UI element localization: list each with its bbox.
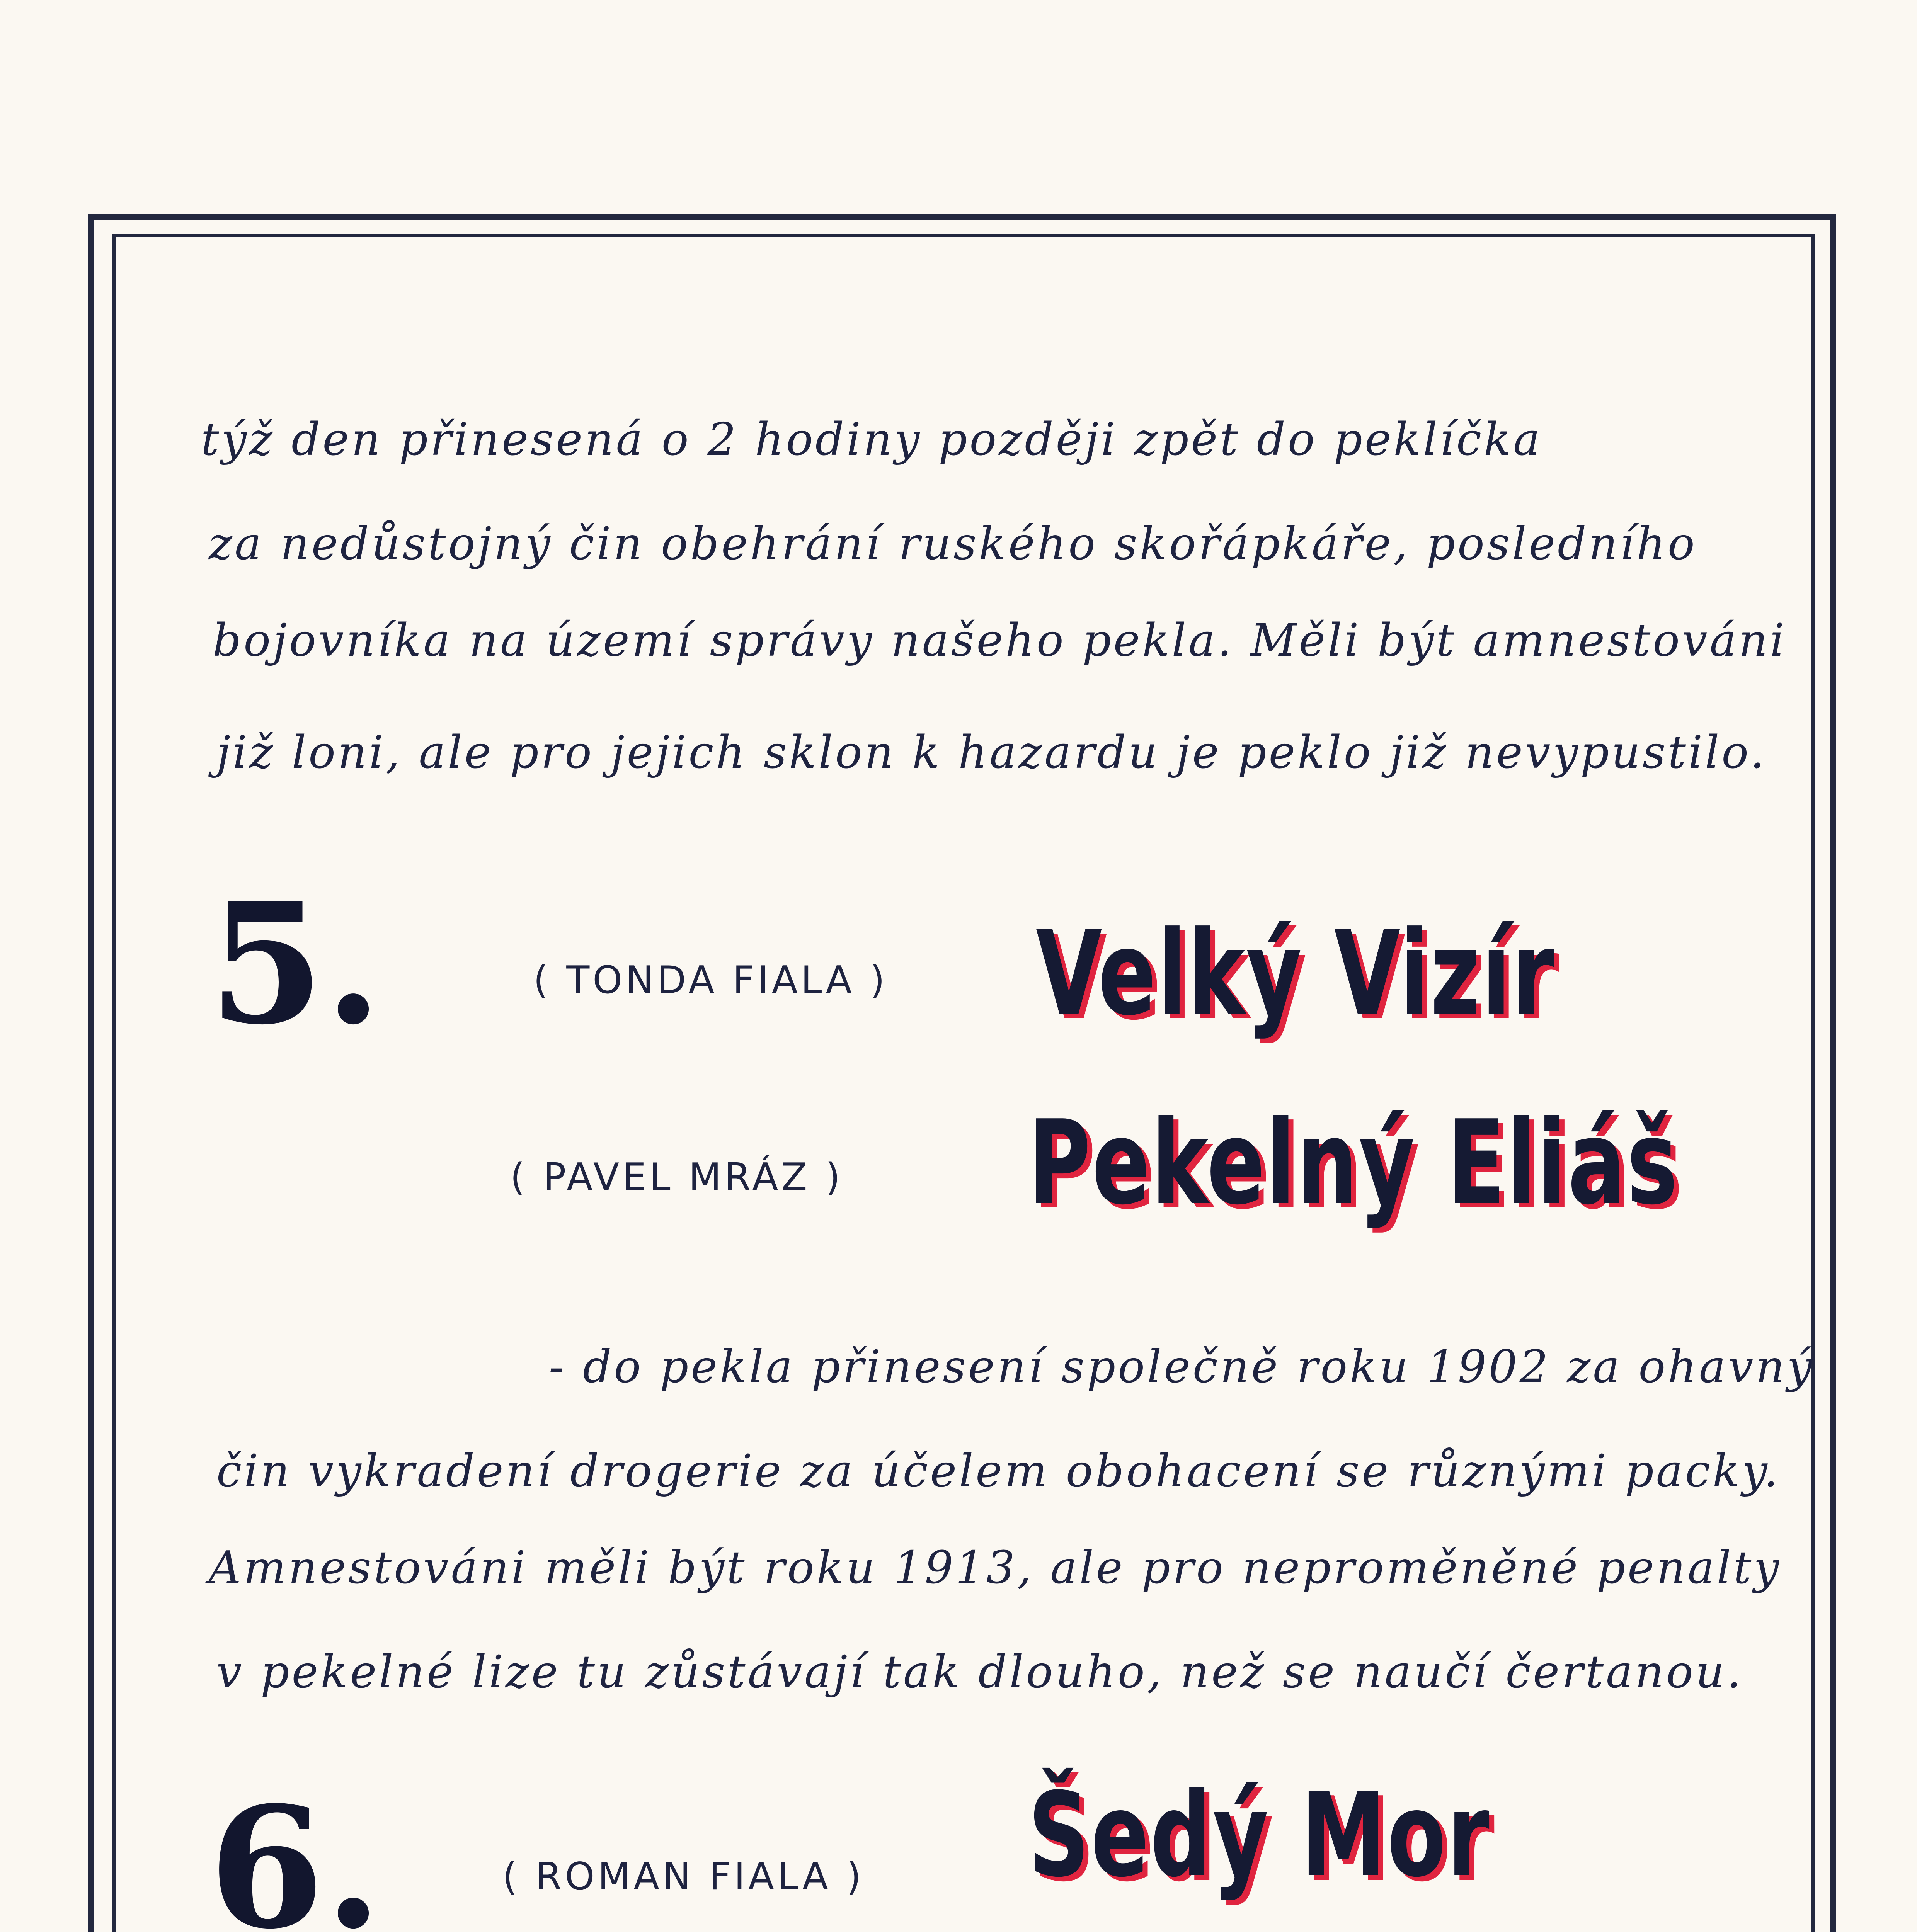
entry5-line-4: v pekelné lize tu zůstávají tak dlouho, než se naučí čertanou. (216, 1646, 1743, 1698)
intro-line-2: za nedůstojný čin obehrání ruského skořápkáře, posledního (209, 518, 1697, 570)
intro-line-1: týž den přinesená o 2 hodiny později zpět do peklíčka (201, 413, 1542, 466)
entry5-person-2: ( PAVEL MRÁZ ) (510, 1155, 843, 1199)
entry5-person-1: ( TONDA FIALA ) (533, 958, 888, 1002)
entry6-person-1: ( ROMAN FIALA ) (502, 1855, 865, 1899)
entry5-name-2: Pekelný Eliáš (1028, 1095, 1679, 1230)
entry-number-6: 6. (209, 1770, 382, 1932)
entry5-line-2: čin vykradení drogerie za účelem obohacení se různými packy. (216, 1445, 1781, 1497)
entry5-line-3: Amnestováni měli být roku 1913, ale pro neproměněné penalty (209, 1542, 1781, 1594)
entry5-name-1: Velký Vizír (1036, 906, 1556, 1041)
entry6-name-1: Šedý Mor (1028, 1768, 1491, 1903)
entry-number-5: 5. (209, 866, 382, 1061)
intro-line-3: bojovníka na území správy našeho pekla. Měli být amnestováni (213, 614, 1787, 667)
intro-line-4: již loni, ale pro jejich sklon k hazardu je peklo již nevypustilo. (216, 726, 1767, 779)
entry5-line-1: - do pekla přinesení společně roku 1902 za ohavný (549, 1341, 1815, 1393)
